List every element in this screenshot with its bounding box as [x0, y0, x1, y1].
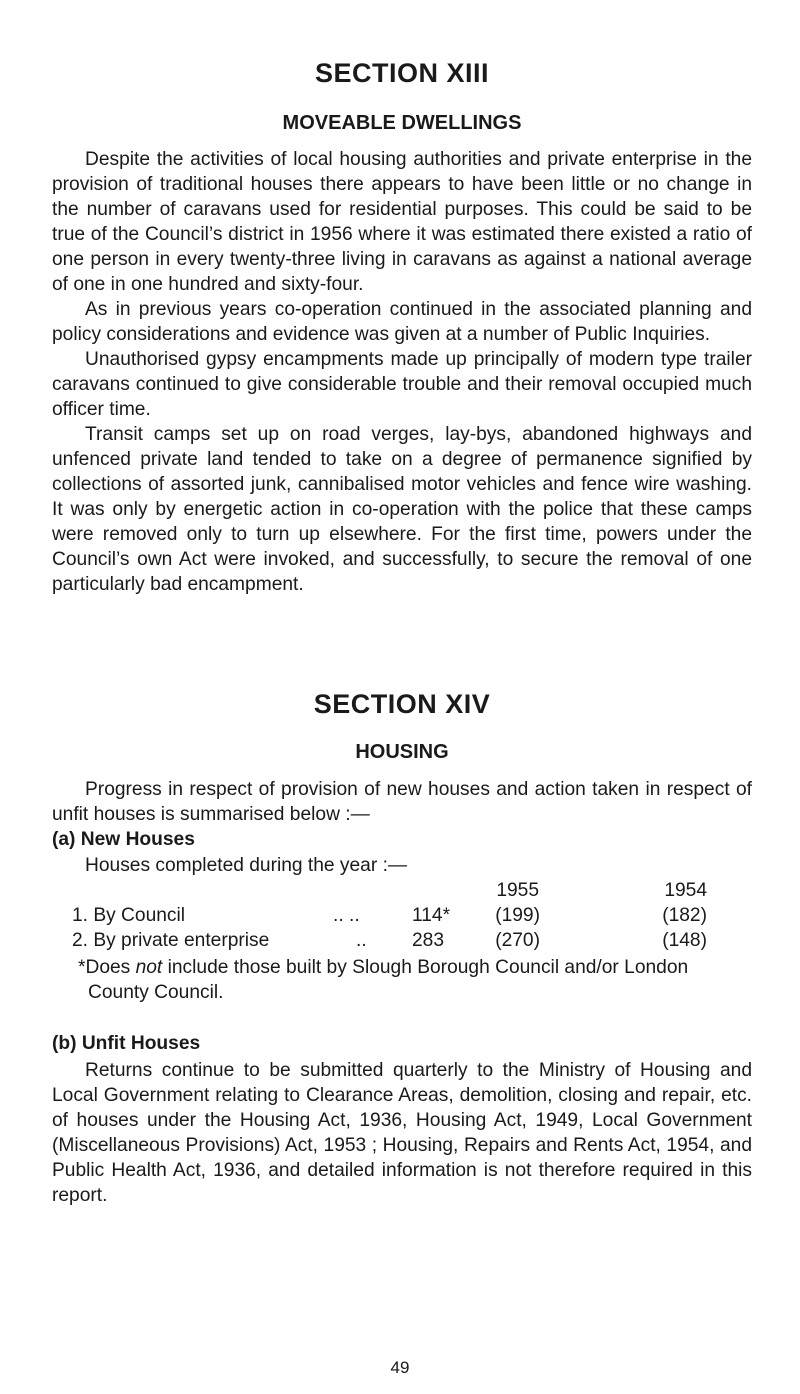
page-number: 49 — [390, 1358, 410, 1377]
row-1955: (199) — [495, 905, 540, 926]
footnote-rest: include those built by Slough Borough Council and/or London County Council. — [88, 957, 689, 1003]
new-houses-heading: (a) New Houses — [52, 829, 195, 850]
footnote-lead: *Does — [78, 957, 136, 978]
unfit-houses-heading: (b) Unfit Houses — [52, 1033, 201, 1054]
paragraph: Despite the activities of local housing authorities and private enterprise in the provision of traditional houses there appears to have been little or no change in the number of caravans used for residential purposes. This could be said to be true of the Council’s district in 1956 where it was estimated there existed a ratio of one person in every twenty-three living in caravans as against a national average of one in one hundred and sixty-four. — [52, 149, 752, 295]
row-1955: (270) — [495, 930, 540, 951]
row-label: 2. By private enterprise — [72, 930, 270, 951]
footnote-emphasis: not — [135, 957, 163, 978]
section-14-subtitle: HOUSING — [355, 741, 449, 763]
paragraph: Unauthorised gypsy encampments made up principally of modern type trailer caravans continued to give considerable trouble and their removal occupied much officer time. — [52, 349, 752, 420]
section-14-title: SECTION XIV — [313, 689, 491, 719]
new-houses-lead: Houses completed during the year :— — [85, 855, 408, 876]
section-13-subtitle: MOVEABLE DWELLINGS — [282, 112, 522, 134]
footnote — [52, 955, 752, 1005]
row-label: 1. By Council — [72, 905, 186, 926]
paragraph: Transit camps set up on road verges, lay-bys, abandoned highways and unfenced private land tended to take on a degree of permanence signified by collections of assorted junk, cannibalised motor vehicles and fence wire washing. It was only by energetic action in co-operation with the police that these camps were removed only to turn up elsewhere. For the first time, powers under the Council’s own Act were invoked, and successfully, to secure the removal of one particularly bad encampment. — [52, 424, 752, 595]
section-13-title: SECTION XIII — [314, 58, 490, 88]
housing-intro: Progress in respect of provision of new houses and action taken in respect of unfit houses is summarised below :— — [52, 779, 752, 825]
row-current: 283 — [412, 930, 445, 951]
row-1954: (182) — [662, 905, 707, 926]
col-header-1954: 1954 — [664, 880, 707, 901]
row-leader: .. .. — [333, 905, 360, 926]
row-1954: (148) — [662, 930, 707, 951]
section-13-body — [52, 147, 752, 597]
unfit-houses-text: Returns continue to be submitted quarterly to the Ministry of Housing and Local Government relating to Clearance Areas, demolition, closing and repair, etc. of houses under the Housing Act, 1936, Housing Act, 1949, Local Government (Miscellaneous Provisions) Act, 1953 ; Housing, Repairs and Rents Act, 1954, and Public Health Act, 1936, and detailed information is not therefore required in this report. — [52, 1060, 752, 1206]
row-leader: .. — [356, 930, 367, 951]
houses-table — [52, 880, 752, 955]
col-header-1955: 1955 — [496, 880, 539, 901]
row-current: 114* — [412, 905, 451, 926]
paragraph: As in previous years co-operation continued in the associated planning and policy considerations and evidence was given at a number of Public Inquiries. — [52, 299, 752, 345]
